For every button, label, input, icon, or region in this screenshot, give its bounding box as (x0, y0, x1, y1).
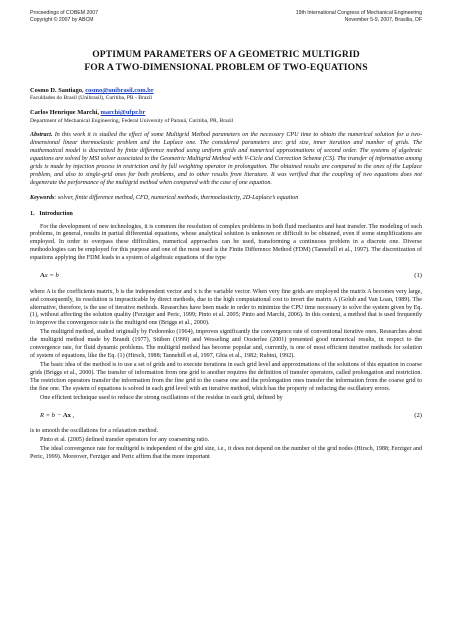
running-header (30, 10, 422, 23)
equation-2 (30, 412, 422, 421)
paragraph-3: The multigrid method, studied originally by Fedorenko (1964), improves significantly the convergence rate of conventional iterative ones. Researches about the multigrid method made by Brandt (1977), Stüben (1999) and Wesseling and Oosterlee (2001) presented good numerical results, in respect to the convergence rate, for fluid dynamic problems. The multigrid method has become popular and, currently, is one of most efficient iterative methods for solution of system of equations, like the Eq. (1) (Hirsch, 1988; Tannehill et al, 1997, Ghia et al., 1982; Rubini, 1992). (30, 329, 422, 360)
paragraph-1: For the development of new technologies, it is common the resolution of complex problems in both fluid mechanics and heat transfer. The modeling of such problems, in general, results in partial differential equations, whose analytical solution is unknown or difficult to be obtained, even if some simplifications are employed. In order to overpass these difficulties, numerical approaches can be used, transforming a continuous problem in a discrete one. Diverse methodologies can be employed for this purpose and one of the most used is the Finite Difference Method (FDM) (Tannehill et al., 1997). The discretization of equations applying the FDM leads to a system of algebraic equations of the type (30, 223, 422, 262)
abstract (30, 132, 422, 187)
eq2-tail: , (70, 411, 75, 419)
paper-title (30, 49, 422, 75)
title-line-2: FOR A TWO-DIMENSIONAL PROBLEM OF TWO-EQUATIONS (84, 61, 368, 73)
eq1-mid: x = (44, 272, 56, 280)
author-2 (30, 109, 422, 125)
author-1 (30, 87, 422, 103)
author-email-link[interactable]: marchi@ufpr.br (100, 109, 146, 117)
keywords-label: Keywords (30, 194, 55, 201)
header-date-place: November 5-9, 2007, Brasília, DF (344, 16, 422, 23)
title-line-1: OPTIMUM PARAMETERS OF A GEOMETRIC MULTIGRID (92, 49, 360, 60)
paragraph-5: One efficient technique used to reduce the strong oscillations of the residue in each grid, defined by (40, 394, 283, 401)
section-title: Introduction (39, 210, 73, 218)
paragraph-7: Pinto et al. (2005) defined transfer operators for any coarsening ratio. (40, 437, 210, 444)
header-left (30, 10, 98, 23)
paragraph-4: The basic idea of the method is to use a set of grids and to execute iterations in each grid level and approximations of the solutions of this equation in coarse grids (Briggs et al., 2000). The transfer of information from one grid to another requires the definition of transfer operators, called prolongation and restriction. The restriction operators transfer the information from the fine grid to the coarse one and the prolongation ones transfer the information from the coarse grid to the fine one. The system of equations is solved in each grid level with an iterative method, which has the property of reducing the oscillatory errors. (30, 361, 422, 392)
eq2-rhs: Ax (62, 411, 71, 419)
eq2-lhs: R (40, 411, 45, 419)
author-email-link[interactable]: cosmo@unibrasil.com.br (85, 86, 154, 94)
equation-number: (2) (414, 411, 422, 419)
paragraph-8: The ideal convergence rate for multigrid is independent of the grid size, i.e., it does not depend on the number of the grid nodes (Hirsch, 1988; Ferziger and Peric, 1999). Moreover, Ferziger and Peric affirm that the more important (30, 445, 422, 460)
equation-number: (1) (414, 272, 422, 280)
eq1-rhs: b (55, 272, 59, 280)
header-right (296, 10, 422, 23)
keywords-text: : solver, finite difference method, CFD, numerical methods, thermoelasticity, 2D-Laplace’s equation (54, 194, 299, 201)
paragraph-2: where A is the coefficients matrix, b is the independent vector and x is the variable vector. When very fine grids are employed the matrix A becomes very large, and consequently, its resolution is impracticable by direct methods, due to the high computational cost to invert the matrix A (Golub and Van Loan, 1989). The alternative, therefore, is the use of iterative methods. Researches have been made in order to minimize the CPU time necessary to solve the system given by Eq. (1), without affecting the solution quality (Ferziger and Peric, 1999; Pinto et al. 2005; Pinto and Marchi, 2006). In this context, a method that is used frequently to improve the convergence rate is the multigrid one (Briggs et al., 2000). (30, 288, 422, 327)
header-congress: 19th International Congress of Mechanical Engineering (295, 10, 422, 16)
eq1-matrix: A (40, 272, 45, 280)
author-name: Cosmo D. Santiago, (30, 86, 86, 94)
author-affiliation: Faculdades do Brasil (Unibrasil), Curitiba, PR - Brazil (30, 95, 152, 102)
keywords (30, 195, 422, 203)
abstract-label: Abstract. (30, 132, 53, 139)
header-proceedings: Proceedings of COBEM 2007 (30, 10, 99, 16)
section-number: 1. (30, 210, 35, 218)
paragraph-6: is to smooth the oscillations for a relaxation method. (30, 428, 159, 435)
abstract-text: In this work it is studied the effect of some Multigrid Method parameters on the necessary CPU time to obtain the numerical solution for a two-dimensional linear thermoelastic problem and the Laplace one. The considered parameters are: grid size, inner iteration and number of grids. The mathematical model is discretized by finite difference method using uniform grids and numerical approximations of second order. The systems of algebraic equations are solved by MSI solver associated to the Geometric Multigrid Method with V-Cicle and Correction Scheme (CS). The transfer of information among grids is made by injection process in restriction and by full weighting operator in prolongation. The obtained results are compared to the ones of the Laplace problem, and also to single-grid ones for both problems, and to other results from literature. It was verified that the coupling of two equations does not degenerate the performance of the multigrid method when compared with the case of one equation. (30, 132, 422, 186)
eq2-mid: = b − (44, 411, 63, 419)
header-copyright: Copyright © 2007 by ABCM (30, 16, 94, 23)
author-affiliation: Department of Mechanical Engineering, Federal University of Paraná, Curitiba, PR, Brazil (30, 117, 234, 124)
equation-1 (30, 272, 422, 281)
section-heading (30, 210, 422, 218)
author-block (30, 87, 422, 125)
author-name: Carlos Henrique Marchi, (30, 109, 101, 117)
